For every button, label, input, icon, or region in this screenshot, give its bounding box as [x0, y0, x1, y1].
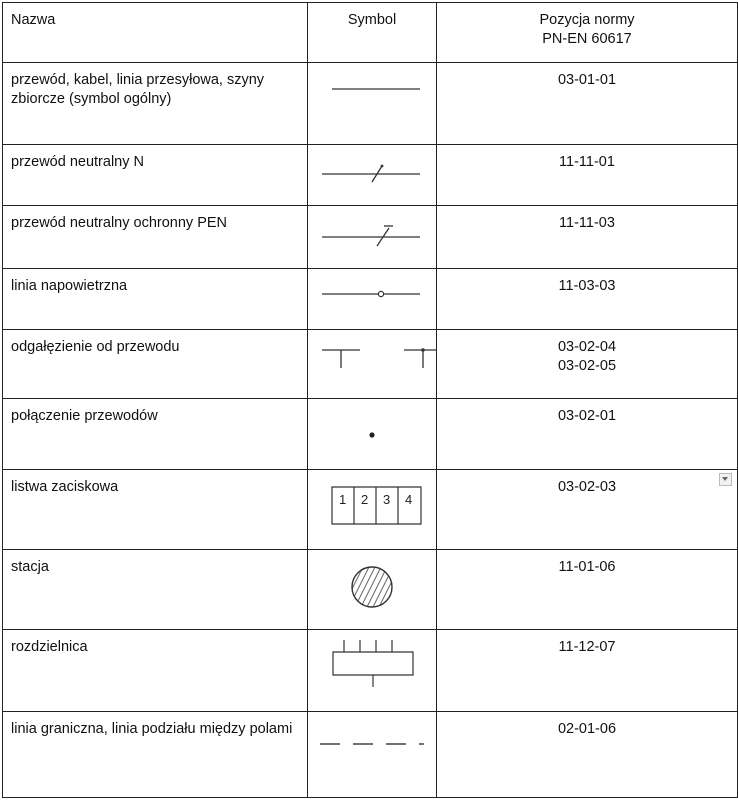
header-name: Nazwa — [11, 12, 56, 28]
table-row — [3, 399, 738, 470]
dashed-boundary-line-icon — [308, 712, 436, 792]
table-row — [3, 63, 738, 145]
branch-icon — [308, 330, 436, 396]
table-row — [3, 145, 738, 206]
terminal-label: 4 — [405, 492, 413, 507]
row-position: 11-03-03 — [558, 278, 616, 294]
table-row — [3, 330, 738, 399]
row-position: 02-01-06 — [557, 721, 617, 737]
symbol-cell — [308, 399, 437, 470]
row-position: 11-12-07 — [558, 639, 616, 655]
symbol-cell — [308, 145, 437, 206]
row-name: linia graniczna, linia podziału między polami — [11, 721, 293, 737]
row-name: listwa zaciskowa — [11, 479, 119, 495]
plain-line-icon — [308, 63, 436, 123]
row-name: linia napowietrzna — [11, 278, 128, 294]
table-row — [3, 470, 738, 550]
station-hatched-circle-icon — [308, 550, 436, 628]
row-position-second: 03-02-05 — [557, 358, 617, 374]
symbols-table — [2, 2, 738, 798]
junction-dot-icon — [308, 399, 436, 467]
table-row — [3, 712, 738, 798]
name-cell — [3, 206, 308, 269]
row-name: stacja — [11, 559, 49, 575]
name-cell — [3, 712, 308, 798]
symbol-cell — [308, 630, 437, 712]
symbol-cell — [308, 550, 437, 630]
row-position: 11-11-01 — [559, 154, 615, 170]
name-cell — [3, 550, 308, 630]
name-cell — [3, 470, 308, 550]
name-cell — [3, 630, 308, 712]
position-cell — [437, 145, 738, 206]
symbol-cell — [308, 470, 437, 550]
position-cell — [437, 63, 738, 145]
position-cell — [437, 550, 738, 630]
position-cell — [437, 269, 738, 330]
table-row — [3, 269, 738, 330]
row-position: 03-02-04 — [557, 339, 617, 355]
header-symbol-cell — [308, 3, 437, 63]
name-cell — [3, 145, 308, 206]
header-position-line2: PN-EN 60617 — [542, 31, 632, 47]
name-cell — [3, 399, 308, 470]
row-name: połączenie przewodów — [11, 408, 158, 424]
table-row — [3, 630, 738, 712]
table-row — [3, 206, 738, 269]
name-cell — [3, 63, 308, 145]
row-position: 03-01-01 — [557, 72, 617, 88]
symbol-cell — [308, 269, 437, 330]
symbol-cell — [308, 206, 437, 269]
pen-conductor-icon — [308, 206, 436, 266]
table-row — [3, 550, 738, 630]
position-cell — [437, 630, 738, 712]
name-cell — [3, 330, 308, 399]
overhead-line-icon — [308, 269, 436, 329]
row-position: 03-02-01 — [557, 408, 617, 424]
terminal-label: 1 — [339, 492, 347, 507]
terminal-label: 2 — [361, 492, 369, 507]
row-name: odgałęzienie od przewodu — [11, 339, 180, 355]
position-cell — [437, 470, 738, 550]
row-position: 11-01-06 — [558, 559, 616, 575]
terminal-label: 3 — [383, 492, 391, 507]
table-header-row — [3, 3, 738, 63]
row-name: rozdzielnica — [11, 639, 88, 655]
row-name: przewód neutralny N — [11, 154, 144, 170]
position-cell — [437, 399, 738, 470]
neutral-conductor-icon — [308, 145, 436, 205]
row-position: 11-11-03 — [559, 215, 615, 231]
row-name: przewód neutralny ochronny PEN — [11, 215, 228, 231]
header-name-cell — [3, 3, 308, 63]
row-position: 03-02-03 — [557, 479, 617, 495]
header-symbol: Symbol — [347, 12, 397, 28]
header-position-line1: Pozycja normy — [539, 12, 635, 28]
position-cell — [437, 206, 738, 269]
symbol-cell — [308, 63, 437, 145]
header-position-cell — [437, 3, 738, 63]
dropdown-arrow-icon[interactable] — [719, 473, 732, 486]
terminal-strip-icon — [308, 470, 436, 548]
row-name: przewód, kabel, linia przesyłowa, szyny zbiorcze (symbol ogólny) — [11, 72, 265, 107]
symbol-cell — [308, 330, 437, 399]
position-cell — [437, 330, 738, 399]
position-cell — [437, 712, 738, 798]
name-cell — [3, 269, 308, 330]
switchboard-icon — [308, 630, 436, 710]
symbol-cell — [308, 712, 437, 798]
